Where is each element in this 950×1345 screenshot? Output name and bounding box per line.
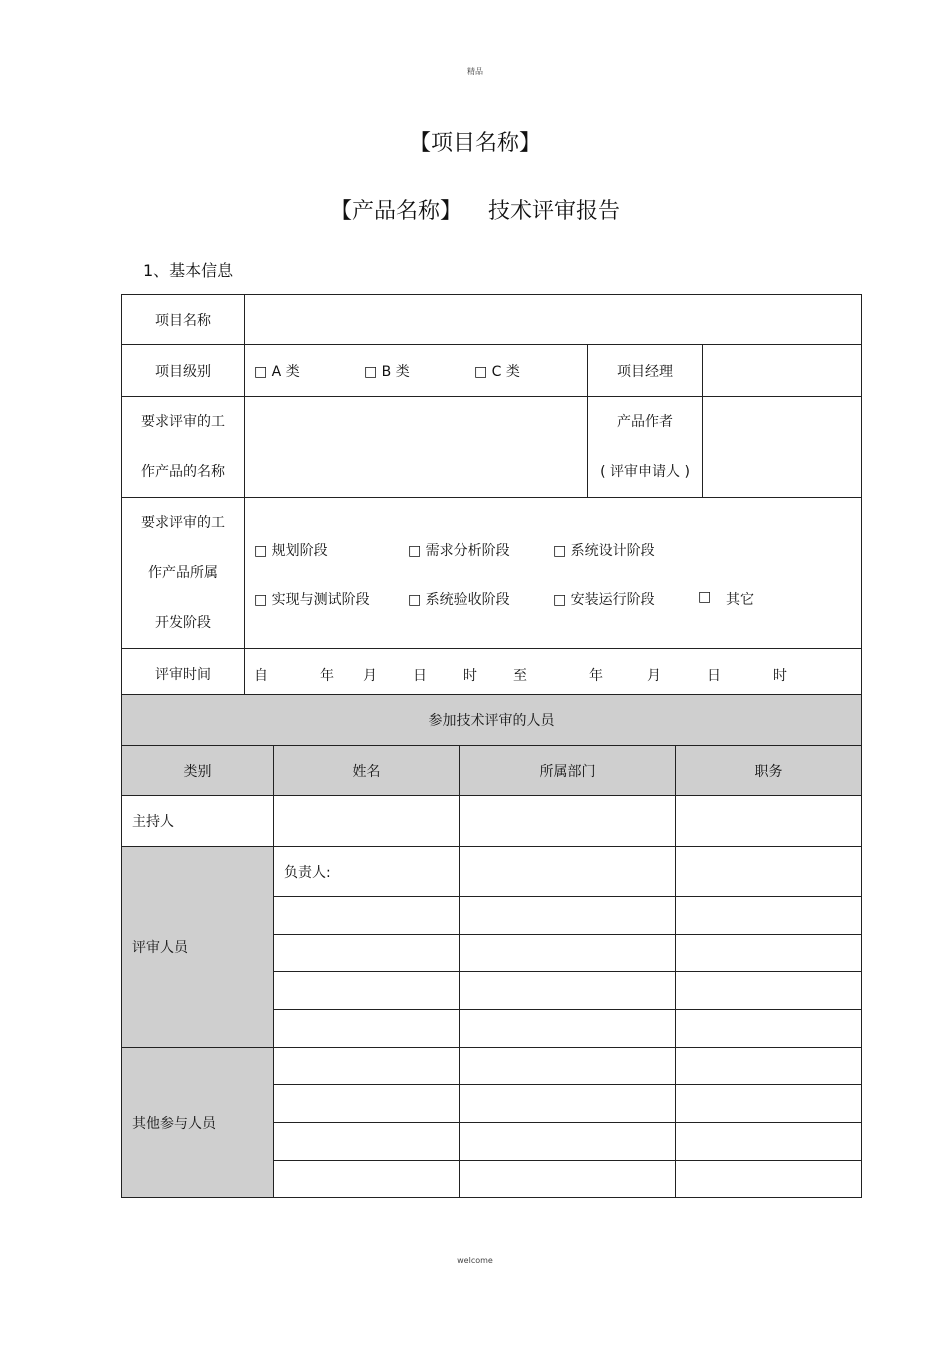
project-title: 【项目名称】	[408, 131, 541, 156]
table-cell[interactable]	[460, 972, 676, 1010]
footer-watermark: welcome	[457, 1256, 493, 1265]
product-author-label	[588, 397, 703, 498]
stage-other-label: 其它	[726, 592, 754, 608]
stage-planning-checkbox[interactable]: □ 规划阶段	[254, 543, 328, 559]
table-cell[interactable]	[676, 972, 862, 1010]
participants-heading: 参加技术评审的人员	[122, 695, 862, 746]
host-label: 主持人	[122, 796, 274, 847]
time-month-2: 月	[647, 668, 661, 684]
table-cell[interactable]	[460, 1123, 676, 1161]
basic-info-table	[121, 294, 862, 699]
product-name-placeholder: 【产品名称】	[329, 199, 462, 224]
col-header-position: 职务	[676, 746, 862, 796]
time-day-1: 日	[413, 668, 427, 684]
section-heading-basic-info: 1、基本信息	[143, 261, 234, 280]
project-name-label: 项目名称	[122, 295, 245, 345]
table-cell[interactable]	[676, 1085, 862, 1123]
table-cell[interactable]	[676, 1048, 862, 1085]
col-header-department: 所属部门	[460, 746, 676, 796]
dev-stage-options	[245, 498, 862, 649]
table-cell[interactable]	[274, 1085, 460, 1123]
time-to: 至	[513, 668, 527, 684]
table-cell[interactable]	[274, 1123, 460, 1161]
stage-implementation-checkbox[interactable]: □ 实现与测试阶段	[254, 592, 370, 608]
level-a-checkbox[interactable]: □ A 类	[254, 364, 300, 380]
time-hour-2: 时	[773, 668, 787, 684]
stage-label-line1: 要求评审的工	[141, 515, 225, 531]
stage-other-checkbox[interactable]: □	[698, 589, 712, 605]
table-cell[interactable]	[274, 1010, 460, 1048]
report-title	[0, 194, 950, 225]
table-cell[interactable]	[460, 1085, 676, 1123]
header-watermark: 精品	[467, 67, 483, 76]
table-cell[interactable]	[676, 1010, 862, 1048]
stage-label-line2: 作产品所属	[148, 565, 218, 581]
table-cell[interactable]	[460, 935, 676, 972]
project-level-label: 项目级别	[122, 345, 245, 397]
col-header-category: 类别	[122, 746, 274, 796]
author-label-line1: 产品作者	[617, 414, 673, 430]
work-product-label-line1: 要求评审的工	[141, 414, 225, 430]
responsible-name-cell[interactable]: 负责人:	[274, 847, 460, 897]
table-cell[interactable]	[274, 897, 460, 935]
participants-table	[121, 694, 862, 1198]
host-name-cell[interactable]	[274, 796, 460, 847]
time-month-1: 月	[363, 668, 377, 684]
stage-label-line3: 开发阶段	[155, 615, 211, 631]
review-time-field[interactable]	[245, 649, 862, 699]
project-name-field[interactable]	[245, 295, 862, 345]
table-cell[interactable]	[460, 1048, 676, 1085]
table-cell[interactable]	[274, 935, 460, 972]
table-cell[interactable]	[274, 1048, 460, 1085]
others-label: 其他参与人员	[122, 1048, 274, 1198]
project-manager-label: 项目经理	[588, 345, 703, 397]
dev-stage-label	[122, 498, 245, 649]
table-cell[interactable]	[676, 847, 862, 897]
col-header-name: 姓名	[274, 746, 460, 796]
project-level-options	[245, 345, 588, 397]
work-product-name-field[interactable]	[245, 397, 588, 498]
host-position-cell[interactable]	[676, 796, 862, 847]
stage-requirements-checkbox[interactable]: □ 需求分析阶段	[408, 543, 510, 559]
time-year-2: 年	[589, 668, 603, 684]
review-time-label: 评审时间	[122, 649, 245, 699]
time-year-1: 年	[320, 668, 334, 684]
product-author-field[interactable]	[703, 397, 862, 498]
table-cell[interactable]	[460, 847, 676, 897]
work-product-name-label	[122, 397, 245, 498]
time-day-2: 日	[707, 668, 721, 684]
stage-acceptance-checkbox[interactable]: □ 系统验收阶段	[408, 592, 510, 608]
table-cell[interactable]	[274, 972, 460, 1010]
stage-deployment-checkbox[interactable]: □ 安装运行阶段	[553, 592, 655, 608]
reviewers-label: 评审人员	[122, 847, 274, 1048]
host-department-cell[interactable]	[460, 796, 676, 847]
time-from: 自	[254, 668, 268, 684]
table-cell[interactable]	[460, 1161, 676, 1198]
time-hour-1: 时	[463, 668, 477, 684]
project-manager-field[interactable]	[703, 345, 862, 397]
table-cell[interactable]	[676, 935, 862, 972]
author-label-line2: ( 评审申请人 )	[600, 464, 690, 480]
table-cell[interactable]	[676, 1123, 862, 1161]
stage-design-checkbox[interactable]: □ 系统设计阶段	[553, 543, 655, 559]
table-cell[interactable]	[460, 897, 676, 935]
table-cell[interactable]	[676, 897, 862, 935]
table-cell[interactable]	[274, 1161, 460, 1198]
level-c-checkbox[interactable]: □ C 类	[474, 364, 520, 380]
report-type: 技术评审报告	[488, 199, 621, 224]
table-cell[interactable]	[460, 1010, 676, 1048]
level-b-checkbox[interactable]: □ B 类	[364, 364, 410, 380]
table-cell[interactable]	[676, 1161, 862, 1198]
work-product-label-line2: 作产品的名称	[141, 464, 225, 480]
